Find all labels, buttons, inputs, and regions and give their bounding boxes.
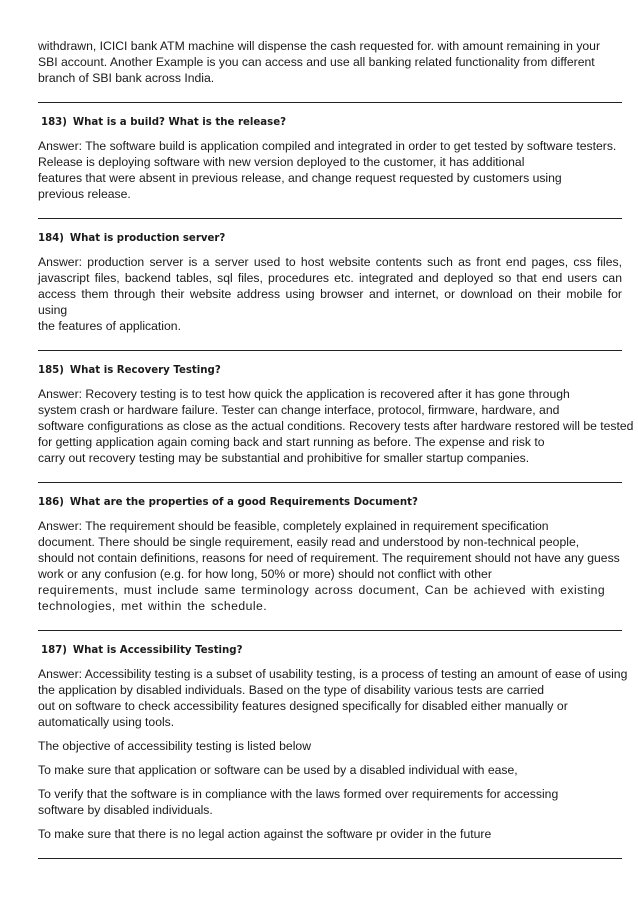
objective-item <box>38 762 622 778</box>
text-line: The objective of accessibility testing is listed below <box>38 739 311 753</box>
text-line: document. There should be single requirement, easily read and understood by non-technical people, <box>38 535 580 549</box>
question-title: What is Accessibility Testing? <box>72 645 243 656</box>
question-heading-184 <box>38 233 622 244</box>
answer-paragraph-186 <box>38 518 622 582</box>
text-line: Release is deploying software with new version deployed to the customer, it has additional <box>38 155 525 169</box>
text-line: automatically using tools. <box>38 715 175 729</box>
text-line: To verify that the software is in compliance with the laws formed over requirements for accessing <box>38 787 559 801</box>
text-line: work or any confusion (e.g. for how long, 50% or more) should not conflict with other <box>38 567 492 581</box>
text-line: the features of application. <box>38 319 181 333</box>
answer-paragraph-187 <box>38 666 628 730</box>
question-title: What is a build? What is the release? <box>72 117 287 128</box>
text-line: system crash or hardware failure. Tester can change interface, protocol, firmware, hardware, and <box>38 403 560 417</box>
text-line: the application by disabled individuals. Based on the type of disability various tests are carried <box>38 683 545 697</box>
question-heading-186 <box>38 497 622 508</box>
question-title: What is production server? <box>69 233 226 244</box>
objective-item <box>38 786 622 818</box>
question-number: 187) <box>41 645 67 656</box>
text-line: access them through their website address using browser and internet, or download on their mobile for using <box>38 287 622 317</box>
question-number: 186) <box>38 497 64 508</box>
answer-paragraph-184 <box>38 254 622 334</box>
text-line: SBI account. Another Example is you can access and use all banking related functionality from different <box>38 55 595 69</box>
text-line: Answer: Accessibility testing is a subset of usability testing, is a process of testing an amount of ease of using <box>38 667 628 681</box>
text-line: Answer: Recovery testing is to test how quick the application is recovered after it has gone through <box>38 387 570 401</box>
text-line: Answer: The software build is application compiled and integrated in order to get tested by software testers. <box>38 139 617 153</box>
text-line: features that were absent in previous release, and change request requested by customers using <box>38 171 562 185</box>
text-line: Answer: production server is a server used to host website contents such as front end pages, css files, <box>38 255 622 269</box>
text-line: technologies, met within the schedule. <box>38 599 268 613</box>
document-page <box>38 38 634 859</box>
text-line: software by disabled individuals. <box>38 803 213 817</box>
answer-paragraph-186-continued <box>38 582 622 614</box>
text-line: Answer: The requirement should be feasible, completely explained in requirement specification <box>38 519 549 533</box>
text-line: for getting application again coming back and start running as before. The expense and risk to <box>38 435 545 449</box>
answer-paragraph-183 <box>38 138 622 202</box>
section-divider <box>38 858 622 859</box>
question-title: What are the properties of a good Requirements Document? <box>69 497 418 508</box>
text-line: out on software to check accessibility features designed specifically for disabled either manually or <box>38 699 568 713</box>
text-line: branch of SBI bank across India. <box>38 71 215 85</box>
text-line: javascript files, backend tables, sql files, procedures etc. integrated and deployed so that end users can <box>38 271 622 285</box>
question-number: 184) <box>38 233 64 244</box>
answer-paragraph-185 <box>38 386 634 466</box>
question-heading-183 <box>38 117 622 128</box>
text-line: should not contain definitions, reasons for need of requirement. The requirement should not have any guess <box>38 551 620 565</box>
intro-paragraph <box>38 38 622 86</box>
text-line: withdrawn, ICICI bank ATM machine will dispense the cash requested for. with amount remaining in your <box>38 39 601 53</box>
text-line: To make sure that application or software can be used by a disabled individual with ease, <box>38 763 518 777</box>
text-line: requirements, must include same terminology across document, Can be achieved with existing <box>38 583 606 597</box>
text-line: software configurations as close as the actual conditions. Recovery tests after hardware restored will be tested <box>38 419 634 433</box>
text-line: carry out recovery testing may be substantial and prohibitive for smaller startup companies. <box>38 451 530 465</box>
objective-item <box>38 826 622 842</box>
question-heading-185 <box>38 365 622 376</box>
question-title: What is Recovery Testing? <box>69 365 221 376</box>
text-line: previous release. <box>38 187 131 201</box>
question-number: 185) <box>38 365 64 376</box>
text-line: To make sure that there is no legal action against the software pr ovider in the future <box>38 827 492 841</box>
question-heading-187 <box>38 645 622 656</box>
objective-paragraph <box>38 738 622 754</box>
question-number: 183) <box>41 117 67 128</box>
